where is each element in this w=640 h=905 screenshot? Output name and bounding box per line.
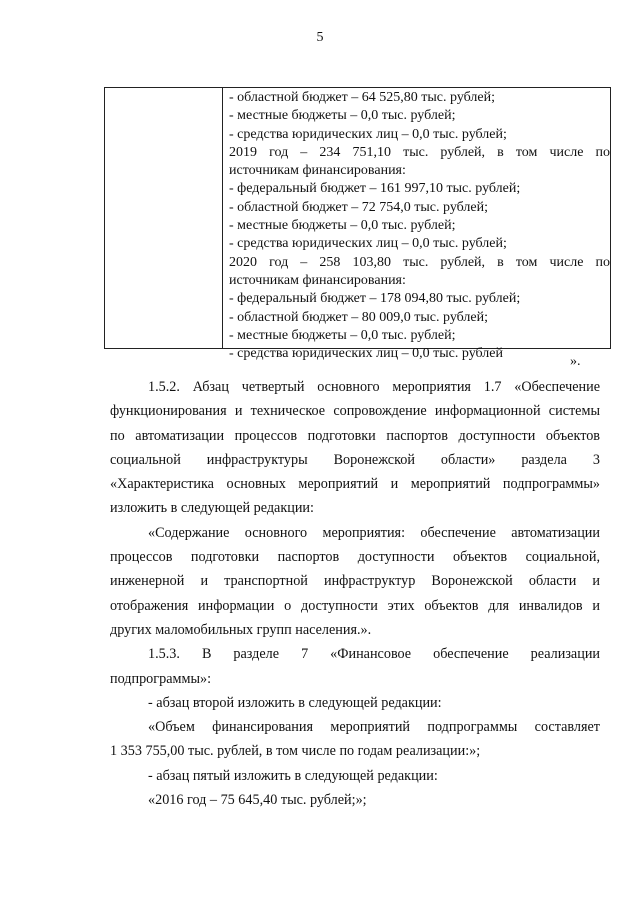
paragraph-line: 1.5.3. В разделе 7 «Финансовое обеспечение реализации (148, 646, 600, 663)
table-line: 2019 год – 234 751,10 тыс. рублей, в том числе по (229, 144, 610, 160)
table-line: источникам финансирования: (229, 272, 406, 288)
paragraph-line: «Характеристика основных мероприятий и мероприятий подпрограммы» (110, 476, 600, 493)
paragraph-line: - абзац пятый изложить в следующей редакции: (148, 767, 438, 784)
paragraph-line: подпрограммы»: (110, 670, 212, 687)
table-line: - местные бюджеты – 0,0 тыс. рублей; (229, 327, 456, 343)
table-line: - местные бюджеты – 0,0 тыс. рублей; (229, 218, 456, 234)
paragraph-line: других маломобильных групп населения.». (110, 621, 372, 638)
paragraph-line: процессов подготовки паспортов доступности объектов социальной, (110, 549, 600, 566)
table-line: - областной бюджет – 64 525,80 тыс. рублей; (229, 90, 495, 105)
page-number: 5 (316, 30, 324, 45)
table-left-cell (105, 88, 223, 348)
table-line: - областной бюджет – 72 754,0 тыс. рублей; (229, 199, 488, 215)
paragraph-line: функционирования и техническое сопровождение информационной системы (110, 403, 600, 420)
paragraph-line: социальной инфраструктуры Воронежской области» раздела 3 (110, 451, 600, 468)
table-line: - федеральный бюджет – 178 094,80 тыс. рублей; (229, 291, 521, 307)
table-line: - средства юридических лиц – 0,0 тыс. рублей; (229, 126, 507, 142)
closing-quote: ». (570, 354, 581, 369)
table-line: - средства юридических лиц – 0,0 тыс. рублей (229, 346, 503, 362)
paragraph-line: изложить в следующей редакции: (110, 500, 314, 517)
table-line: - федеральный бюджет – 161 997,10 тыс. рублей; (229, 181, 521, 197)
paragraph-line: «2016 год – 75 645,40 тыс. рублей;»; (148, 792, 367, 809)
table-line: - областной бюджет – 80 009,0 тыс. рублей; (229, 309, 488, 325)
paragraph-line: инженерной и транспортной инфраструктур Воронежской области и (110, 573, 600, 590)
paragraph-line: - абзац второй изложить в следующей редакции: (148, 694, 442, 711)
paragraph-line: «Содержание основного мероприятия: обеспечение автоматизации (148, 524, 600, 541)
paragraph-line: по автоматизации процессов подготовки паспортов доступности объектов (110, 427, 600, 444)
table-right-cell (229, 89, 610, 363)
document-body (110, 375, 600, 812)
paragraph-line: 1.5.2. Абзац четвертый основного мероприятия 1.7 «Обеспечение (148, 379, 600, 395)
paragraph-line: отображения информации о доступности этих объектов для инвалидов и (110, 597, 600, 614)
paragraph-line: 1 353 755,00 тыс. рублей, в том числе по годам реализации:»; (110, 743, 481, 760)
financing-table (104, 87, 611, 362)
paragraph-line: «Объем финансирования мероприятий подпрограммы составляет (148, 719, 600, 736)
table-line: - местные бюджеты – 0,0 тыс. рублей; (229, 108, 456, 124)
table-line: 2020 год – 258 103,80 тыс. рублей, в том числе по (229, 254, 610, 270)
table-line: - средства юридических лиц – 0,0 тыс. рублей; (229, 236, 507, 252)
table-line: источникам финансирования: (229, 163, 406, 179)
